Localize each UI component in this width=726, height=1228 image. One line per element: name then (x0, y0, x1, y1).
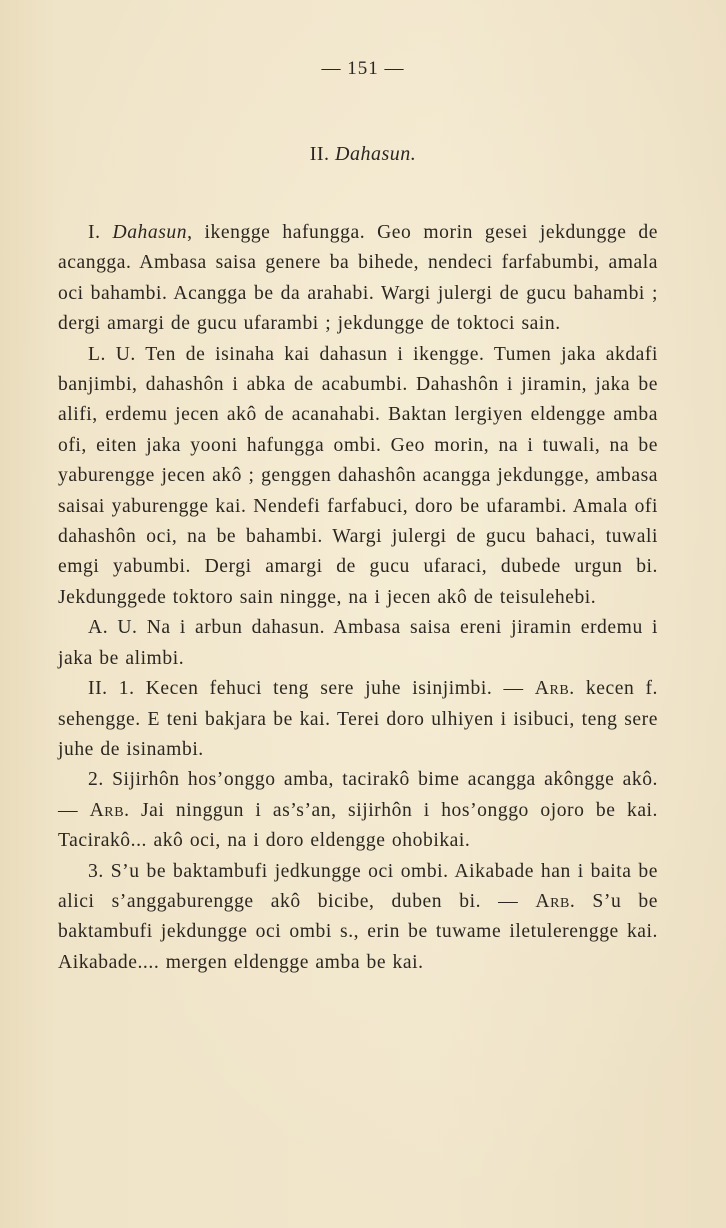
paragraph-6-abbreviation: Arb. (535, 890, 576, 912)
page-number: — 151 — (321, 58, 405, 79)
section-heading (0, 143, 726, 166)
paragraph-2: L. U. Ten de isinaha kai dahasun i ikengge. Tumen jaka akdafi banjimbi, dahashôn i abka de acabumbi. Dahashôn i jiramin, jaka be alifi, erdemu jecen akô de acanahabi. Baktan lergiyen eldengge amba ofi, eiten jaka yooni hafungga ombi. Geo morin, na i tuwali, na be yaburengge jecen akô ; genggen dahashôn acangga jekdungge, ambasa saisai yaburengge kai. Nendefi farfabuci, doro be ufarambi. Amala ofi dahashôn oci, na be bahambi. Wargi julergi de gucu bahaci, tuwali emgi yabumbi. Dergi amargi de gucu ufaraci, dubede urgun bi. Jekdunggede toktoro sain ningge, na i jecen akô de teisulehebi. (58, 343, 658, 608)
paragraph-3: A. U. Na i arbun dahasun. Ambasa saisa ereni jiramin erdemu i jaka be alimbi. (58, 617, 658, 669)
paragraph-4-abbreviation: Arb. (534, 678, 575, 700)
body-text (58, 218, 658, 978)
paragraph-5 (58, 765, 658, 856)
paragraph-6 (58, 857, 658, 979)
paragraph-4-text-a: II. 1. Kecen fehuci teng sere juhe isinjimbi. — (88, 678, 535, 700)
paragraph-1-number: I. (88, 222, 101, 243)
paragraph-5-text-a: 2. Sijirhôn hos’onggo amba, tacirakô bime acangga akôngge akô. — (58, 769, 658, 821)
section-number: II. (309, 143, 330, 165)
paragraph-1-keyword: Dahasun (112, 222, 188, 243)
paragraph-4 (58, 674, 658, 765)
section-title: Dahasun. (335, 143, 417, 165)
paragraph-5-abbreviation: Arb. (89, 799, 130, 821)
paragraph-6-text-b: S’u be baktambufi jekdungge oci ombi s., erin be tuwame iletulerengge kai. Aikabade.... mergen eldengge amba be kai. (58, 890, 658, 973)
paragraph-6-text-a: 3. S’u be baktambufi jedkungge oci ombi. Aikabade han i baita be alici s’anggaburengge akô bicibe, duben bi. — (58, 860, 658, 912)
paragraph-5-text-b: Jai ninggun i as’s’an, sijirhôn i hos’onggo ojoro be kai. Tacirakô... akô oci, na i doro eldengge ohobikai. (58, 799, 659, 852)
paragraph-4-text-b: kecen f. sehengge. E teni bakjara be kai. Terei doro ulhiyen i isibuci, teng sere juhe de isinambi. (58, 678, 658, 760)
paragraph-1-text: , ikengge hafungga. Geo morin gesei jekdungge de acangga. Ambasa saisa genere ba bihede, nendeci farfabumbi, amala oci bahambi. Acangga be da arahabi. Wargi julergi de gucu bahambi ; dergi amargi de gucu ufarambi ; jekdungge de toktoci sain. (58, 222, 659, 335)
paragraph-1 (58, 218, 658, 340)
